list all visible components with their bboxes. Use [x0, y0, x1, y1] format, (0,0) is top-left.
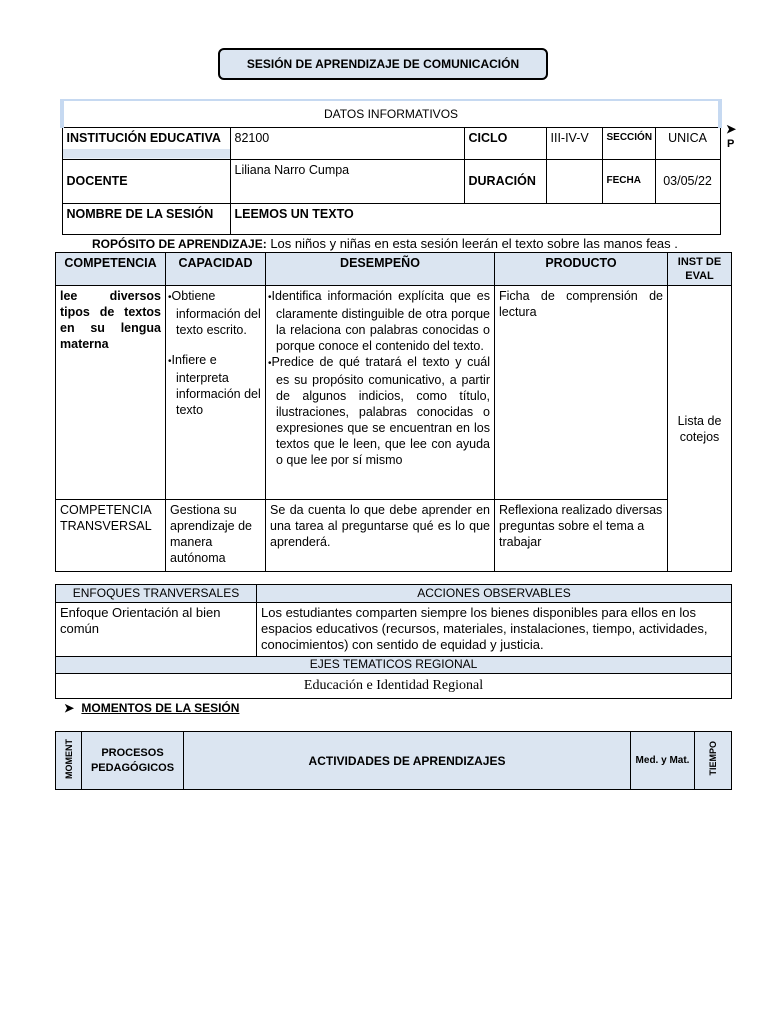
momentos-heading [64, 701, 239, 715]
competencia-transversal-label: COMPETENCIA TRANSVERSAL [56, 500, 166, 572]
datos-header: DATOS INFORMATIVOS [62, 100, 720, 127]
fecha-label: FECHA [602, 159, 655, 203]
proposito-label: ROPÓSITO DE APRENDIZAJE: [92, 237, 267, 251]
ciclo-label: CICLO [464, 127, 546, 159]
side-letter: P [727, 138, 735, 150]
arrow-right-icon: ➤ [726, 122, 737, 136]
arrow-right-icon: ➤ [64, 701, 75, 715]
acciones-header: ACCIONES OBSERVABLES [257, 585, 732, 603]
ciclo-value: III-IV-V [546, 127, 602, 159]
capacidad-2: • Infiere e interpreta información del texto [168, 352, 261, 418]
col-tiempo [695, 732, 732, 790]
page-title: SESIÓN DE APRENDIZAJE DE COMUNICACIÓN [218, 48, 548, 80]
instrumento-text: Lista de cotejos [668, 286, 732, 572]
header-competencia: COMPETENCIA [56, 253, 166, 286]
col-med-mat: Med. y Mat. [631, 732, 695, 790]
momentos-table [55, 731, 732, 790]
col-actividades: ACTIVIDADES DE APRENDIZAJES [184, 732, 631, 790]
col-moment [56, 732, 82, 790]
transversal-capacidad: Gestiona su aprendizaje de manera autónoma [166, 500, 266, 572]
col-moment-label: MOMENT [63, 738, 74, 779]
duracion-label: DURACIÓN [464, 159, 546, 203]
desempeno-1: • Identifica información explícita que es claramente distinguible de otra porque la relaciona con palabras conocidas o porque conoce el contenido del texto. [268, 288, 490, 354]
ejes-value: Educación e Identidad Regional [56, 674, 732, 699]
seccion-value: UNICA [655, 127, 720, 159]
proposito-text: Los niños y niñas en esta sesión leerán el texto sobre las manos feas . [266, 236, 678, 251]
producto-text: Ficha de comprensión de lectura [495, 286, 668, 500]
ejes-header: EJES TEMATICOS REGIONAL [56, 657, 732, 674]
transversal-producto: Reflexiona realizado diversas preguntas sobre el tema a trabajar [495, 500, 668, 572]
duracion-value [546, 159, 602, 203]
competencias-table [55, 252, 732, 572]
datos-informativos-table [60, 99, 722, 235]
enfoques-header: ENFOQUES TRANVERSALES [56, 585, 257, 603]
desempeno-cell [266, 286, 495, 500]
desempeno-2: • Predice de qué tratará el texto y cuál es su propósito comunicativo, a partir de algunos indicios, como título, ilustraciones, palabras conocidas o expresiones que se encuentran en los textos que le leen, que lee con ayuda o que lee por sí mismo [268, 354, 490, 468]
capacidad-1: • Obtiene información del texto escrito. [168, 288, 261, 338]
proposito-line [92, 236, 678, 251]
docente-value: Liliana Narro Cumpa [230, 159, 464, 203]
enfoques-table [55, 584, 732, 699]
docente-label: DOCENTE [62, 159, 230, 203]
enfoque-text: Enfoque Orientación al bien común [56, 603, 257, 657]
nombre-sesion-label: NOMBRE DE LA SESIÓN [62, 203, 230, 234]
capacidad-cell [166, 286, 266, 500]
accion-text: Los estudiantes comparten siempre los bienes disponibles para ellos en los espacios educativos (recursos, materiales, instalaciones, tiempo, actividades, conocimientos) con sentido de equidad y justicia. [257, 603, 732, 657]
header-producto: PRODUCTO [495, 253, 668, 286]
fecha-value: 03/05/22 [655, 159, 720, 203]
col-procesos: PROCESOS PEDAGÓGICOS [82, 732, 184, 790]
nombre-sesion-value: LEEMOS UN TEXTO [230, 203, 720, 234]
institucion-label: INSTITUCIÓN EDUCATIVA [62, 127, 230, 159]
competencia-text: lee diversos tipos de textos en su lengua materna [56, 286, 166, 500]
transversal-desempeno: Se da cuenta lo que debe aprender en una tarea al preguntarse qué es lo que aprenderá. [266, 500, 495, 572]
header-instrumento: INST DE EVAL [668, 253, 732, 286]
header-capacidad: CAPACIDAD [166, 253, 266, 286]
header-desempeno: DESEMPEÑO [266, 253, 495, 286]
momentos-heading-text: MOMENTOS DE LA SESIÓN [81, 701, 240, 715]
col-tiempo-label: TIEMPO [708, 741, 718, 776]
institucion-value: 82100 [230, 127, 464, 159]
seccion-label: SECCIÓN [602, 127, 655, 159]
